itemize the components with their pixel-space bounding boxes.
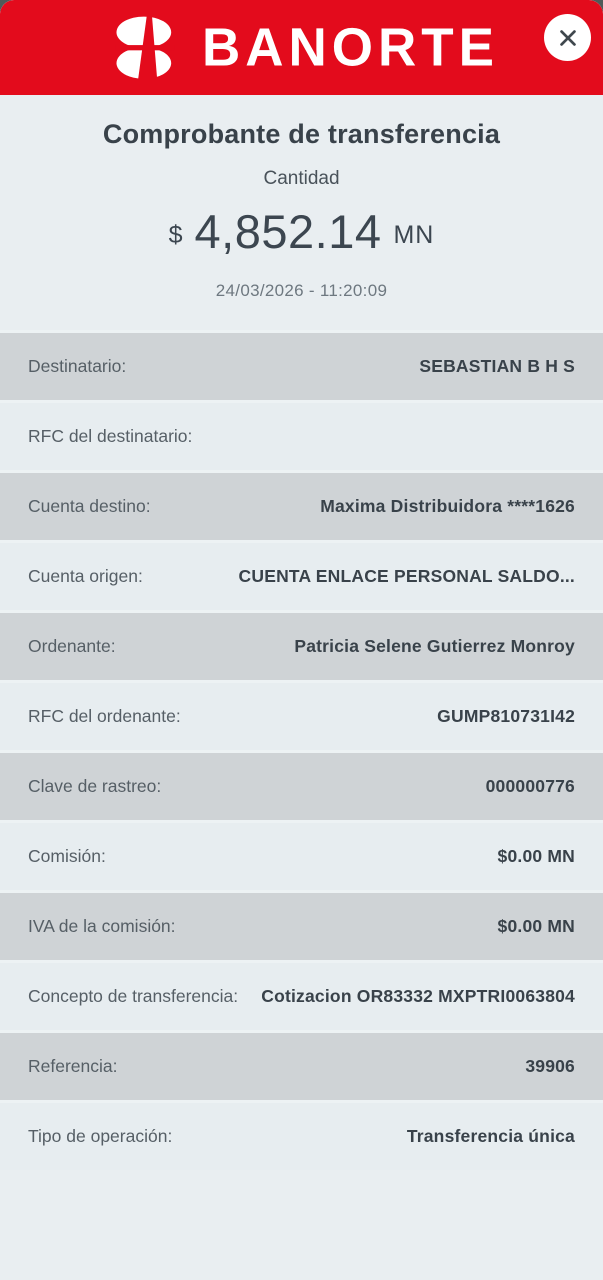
detail-row-value: $0.00 MN	[497, 915, 575, 936]
page-title: Comprobante de transferencia	[102, 119, 501, 149]
detail-row-label: Tipo de operación:	[28, 1126, 173, 1146]
detail-row	[0, 400, 603, 470]
details-list	[0, 330, 603, 1170]
detail-row-label: RFC del ordenante:	[28, 706, 181, 726]
detail-row-value: GUMP810731I42	[437, 705, 575, 726]
amount-label: Cantidad	[263, 168, 340, 189]
amount-value: 4,852.14	[194, 205, 382, 258]
transfer-datetime: 24/03/2026 - 11:20:09	[215, 281, 388, 300]
detail-row	[0, 890, 603, 960]
detail-row-label: Cuenta origen:	[28, 566, 143, 586]
currency-code: MN	[393, 221, 435, 249]
detail-row-label: Destinatario:	[28, 356, 127, 376]
detail-row-label: Clave de rastreo:	[28, 776, 162, 796]
detail-row	[0, 540, 603, 610]
detail-row-value: Patricia Selene Gutierrez Monroy	[294, 635, 575, 656]
detail-row-value: Maxima Distribuidora ****1626	[320, 495, 575, 516]
detail-row-label: Comisión:	[28, 846, 106, 866]
detail-row-label: IVA de la comisión:	[28, 916, 176, 936]
detail-row	[0, 750, 603, 820]
detail-row-label: RFC del destinatario:	[28, 426, 193, 446]
detail-row-value: Transferencia única	[406, 1125, 575, 1146]
close-icon	[557, 27, 579, 49]
receipt-summary	[0, 95, 603, 330]
detail-row-value: 000000776	[485, 775, 575, 796]
detail-row	[0, 330, 603, 400]
detail-row-value: Cotizacion OR83332 MXPTRI0063804	[261, 985, 575, 1006]
currency-symbol: $	[168, 221, 183, 249]
banorte-wordmark: BANORTE	[201, 17, 500, 78]
close-button[interactable]	[544, 14, 591, 61]
detail-row-label: Cuenta destino:	[28, 496, 151, 516]
detail-row	[0, 960, 603, 1030]
header-bar	[0, 0, 603, 95]
detail-row-value: 39906	[525, 1055, 575, 1076]
detail-row-value: CUENTA ENLACE PERSONAL SALDO...	[238, 565, 575, 586]
detail-row	[0, 1030, 603, 1100]
amount-row	[20, 204, 583, 259]
detail-row	[0, 820, 603, 890]
detail-row	[0, 470, 603, 540]
detail-row-label: Ordenante:	[28, 636, 116, 656]
banorte-logo-icon	[104, 16, 186, 80]
detail-row-label: Referencia:	[28, 1056, 118, 1076]
detail-row-value: $0.00 MN	[497, 845, 575, 866]
detail-row-label: Concepto de transferencia:	[28, 986, 239, 1006]
detail-row-value: SEBASTIAN B H S	[419, 355, 575, 376]
banorte-logo	[104, 16, 499, 80]
detail-row	[0, 1100, 603, 1170]
detail-row	[0, 610, 603, 680]
detail-row	[0, 680, 603, 750]
